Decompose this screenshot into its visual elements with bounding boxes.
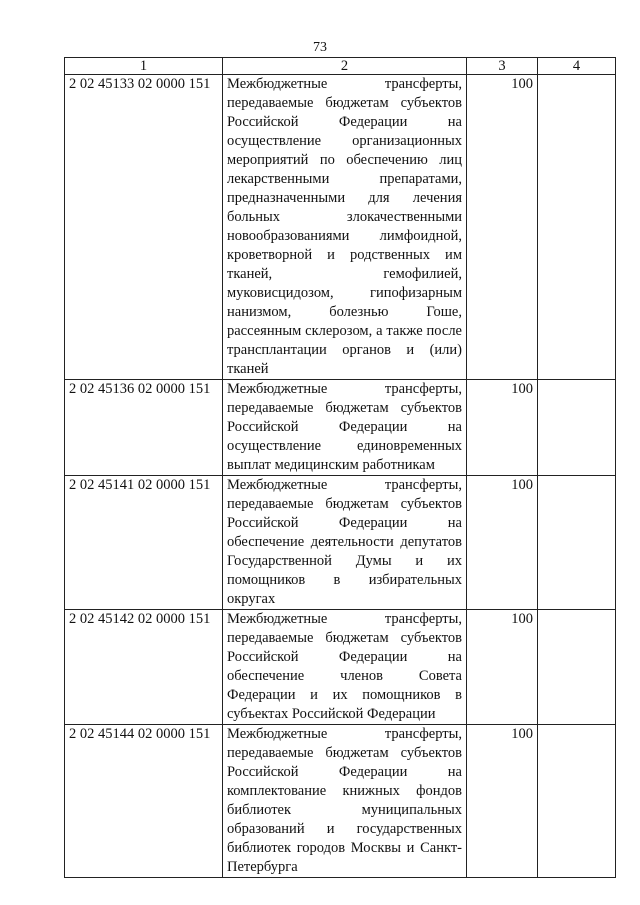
table-row [65,476,616,610]
table-row [65,380,616,476]
description: Межбюджетные трансферты, передаваемые бюджетам субъектов Российской Федерации на осуществление единовременных выплат медицинским работникам [223,380,467,476]
empty-cell [538,75,616,380]
page-number: 73 [313,40,327,55]
budget-table [64,57,616,878]
empty-cell [538,476,616,610]
description: Межбюджетные трансферты, передаваемые бюджетам субъектов Российской Федерации на комплектование книжных фондов библиотек муниципальных образований и государственных библиотек городов Москвы и Санкт-Петербурга [223,725,467,878]
description: Межбюджетные трансферты, передаваемые бюджетам субъектов Российской Федерации на обеспечение деятельности депутатов Государственной Думы и их помощников в избирательных округах [223,476,467,610]
description: Межбюджетные трансферты, передаваемые бюджетам субъектов Российской Федерации на обеспечение членов Совета Федерации и их помощников в субъектах Российской Федерации [223,610,467,725]
header-col-4: 4 [538,58,616,75]
table-row [65,725,616,878]
header-col-2: 2 [223,58,467,75]
value-cell: 100 [467,380,538,476]
value-cell: 100 [467,75,538,380]
header-col-3: 3 [467,58,538,75]
header-col-1: 1 [65,58,223,75]
budget-code: 2 02 45141 02 0000 151 [65,476,223,610]
budget-code: 2 02 45133 02 0000 151 [65,75,223,380]
empty-cell [538,610,616,725]
budget-code: 2 02 45136 02 0000 151 [65,380,223,476]
value-cell: 100 [467,610,538,725]
budget-code: 2 02 45144 02 0000 151 [65,725,223,878]
header-row [65,58,616,75]
description: Межбюджетные трансферты, передаваемые бюджетам субъектов Российской Федерации на осуществление организационных мероприятий по обеспечению лиц лекарственными препаратами, предназначенными для лечения больных злокачественными новообразованиями лимфоидной, кроветворной и родственных им тканей, гемофилией, муковисцидозом, гипофизарным нанизмом, болезнью Гоше, рассеянным склерозом, а также после трансплантации органов и (или) тканей [223,75,467,380]
table-row [65,610,616,725]
budget-code: 2 02 45142 02 0000 151 [65,610,223,725]
empty-cell [538,725,616,878]
value-cell: 100 [467,476,538,610]
empty-cell [538,380,616,476]
table-row [65,75,616,380]
value-cell: 100 [467,725,538,878]
